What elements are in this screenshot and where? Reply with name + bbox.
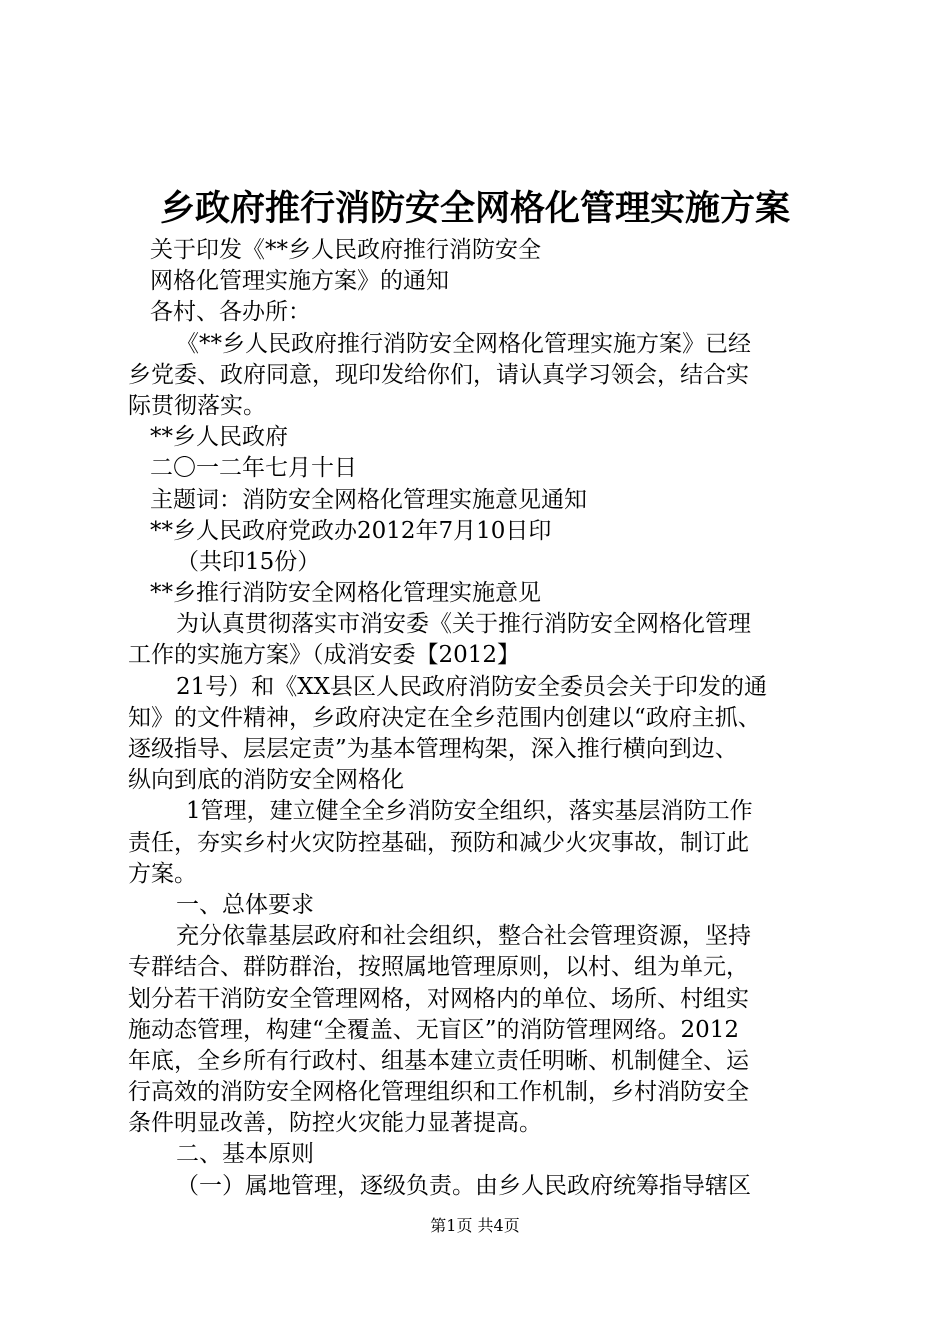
date-line: 二〇一二年七月十日 <box>150 455 357 482</box>
copies-line: （共印15份） <box>176 548 321 575</box>
paragraph-line: 逐级指导、层层定责”为基本管理构架，深入推行横向到边、 <box>128 736 738 762</box>
paragraph-line: 专群结合、群防群治，按照属地管理原则，以村、组为单元， <box>128 954 749 981</box>
paragraph-line: 年底，全乡所有行政村、组基本建立责任明晰、机制健全、运 <box>128 1047 749 1074</box>
addressee-line: 各村、各办所： <box>150 299 311 326</box>
paragraph-line: 划分若干消防安全管理网格，对网格内的单位、场所、村组实 <box>128 985 749 1012</box>
printing-info-line: **乡人民政府党政办2012年7月10日印 <box>150 517 552 544</box>
paragraph-line: 知》的文件精神，乡政府决定在全乡范围内创建以“政府主抓、 <box>128 704 761 731</box>
paragraph-line: 方案。 <box>128 860 197 887</box>
paragraph-line: 际贯彻落实。 <box>128 392 266 419</box>
paragraph-line: 充分依靠基层政府和社会组织，整合社会管理资源，坚持 <box>176 923 751 950</box>
paragraph-line: 乡党委、政府同意，现印发给你们，请认真学习领会，结合实 <box>128 361 749 388</box>
document-body <box>128 235 840 1202</box>
paragraph-line: 纵向到底的消防安全网格化 <box>128 767 404 794</box>
paragraph-line: 工作的实施方案》（成消安委【2012】 <box>128 642 521 669</box>
issuer-line: **乡人民政府 <box>150 424 288 451</box>
paragraph-line: 施动态管理，构建“全覆盖、无盲区”的消防管理网络。2012 <box>128 1016 740 1043</box>
paragraph-line: （一）属地管理，逐级负责。由乡人民政府统筹指导辖区 <box>176 1172 751 1199</box>
paragraph-line: 21号）和《XX县区人民政府消防安全委员会关于印发的通 <box>176 673 768 700</box>
page-footer: 第1页 共4页 <box>430 1216 520 1235</box>
section-heading-line: **乡推行消防安全网格化管理实施意见 <box>150 580 541 607</box>
subject-words-line: 主题词：消防安全网格化管理实施意见通知 <box>150 486 587 513</box>
section-heading-line: 二、基本原则 <box>176 1141 314 1168</box>
paragraph-line: 为认真贯彻落实市消安委《关于推行消防安全网格化管理 <box>176 611 751 638</box>
paragraph-line: 责任，夯实乡村火灾防控基础，预防和减少火灾事故，制订此 <box>128 829 749 856</box>
paragraph-line: 《**乡人民政府推行消防安全网格化管理实施方案》已经 <box>176 330 751 357</box>
paragraph-line: 条件明显改善，防控火灾能力显著提高。 <box>128 1110 542 1137</box>
paragraph-line: 行高效的消防安全网格化管理组织和工作机制，乡村消防安全 <box>128 1079 749 1106</box>
section-heading-line: 一、总体要求 <box>176 891 314 918</box>
notice-title-line-1: 关于印发《**乡人民政府推行消防安全 <box>150 237 541 263</box>
document-title: 乡政府推行消防安全网格化管理实施方案 <box>159 189 790 229</box>
notice-title-line-2: 网格化管理实施方案》的通知 <box>150 268 449 295</box>
paragraph-line: 1管理，建立健全全乡消防安全组织，落实基层消防工作 <box>186 798 753 825</box>
